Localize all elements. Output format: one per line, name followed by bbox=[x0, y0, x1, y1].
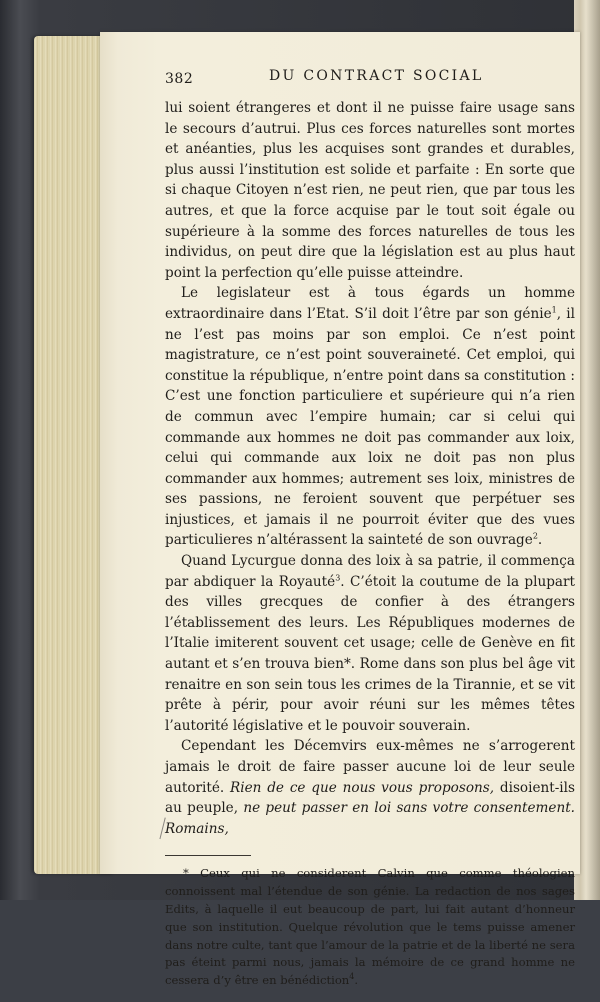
footnote-reference: 4 bbox=[349, 972, 355, 982]
footnote-reference: 1 bbox=[551, 305, 557, 315]
text-run: Le legislateur est à tous égards un homme extraordinaire dans l’Etat. S’il doit l’être par son génie bbox=[165, 285, 575, 322]
paragraph bbox=[165, 551, 575, 736]
text-run: . C’étoit la coutume de la plupart des villes grecques de confier à des étrangers l’établissement des leurs. Les Républiques modernes de l’Italie imiterent souvent cet usage; celle de Genève en fit autant et s’en trouva bien*. Rome dans son plus bel âge vit renaitre en son sein tous les crimes de la Tirannie, et se vit prête à périr, pour avoir réuni sur les mêmes têtes l’autorité législative et le pouvoir souverain. bbox=[165, 573, 575, 734]
footnote-reference: 2 bbox=[532, 531, 538, 541]
paragraph bbox=[165, 283, 575, 551]
footnote bbox=[165, 865, 575, 990]
italic-quote: ne peut passer en loi sans votre consentement. Romains, bbox=[165, 800, 575, 837]
page-content bbox=[165, 68, 575, 1002]
paragraph bbox=[165, 736, 575, 839]
italic-quote: Rien de ce que nous vous proposons, bbox=[230, 779, 495, 796]
text-run: Quand Lycurgue donna des loix à sa patrie, il commença par abdiquer la Royauté bbox=[165, 553, 575, 590]
body-text bbox=[165, 98, 575, 839]
text-run: Cependant les Décemvirs eux-mêmes ne s’arrogerent jamais le droit de faire passer aucune loi de leur seule autorité. bbox=[165, 738, 575, 796]
footnote-reference: 3 bbox=[335, 573, 341, 583]
text-run: . bbox=[537, 532, 543, 549]
running-title: DU CONTRACT SOCIAL bbox=[269, 68, 484, 84]
book-page bbox=[100, 32, 580, 988]
running-head bbox=[165, 68, 575, 90]
text-run: lui soient étrangeres et dont il ne puisse faire usage sans le secours d’autrui. Plus ces forces naturelles sont mortes et anéanties, plus les acquises sont grandes et durables, plus aussi l’institution est solide et parfaite : En sorte que si chaque Citoyen n’est rien, ne peut rien, que par tous les autres, et que la force acquise par le tout soit égale ou supérieure à la somme des forces naturelles de tous les individus, on peut dire que la législation est au plus haut point la perfection qu’elle puisse atteindre. bbox=[165, 100, 575, 281]
paragraph bbox=[165, 98, 575, 283]
text-run: disoient-ils au peuple, bbox=[165, 779, 575, 817]
text-run: , il ne l’est pas moins par son emploi. Ce n’est point magistrature, ce n’est point souveraineté. Cet emploi, qui constitue la république, n’entre point dans sa constitution : C’est une fonction particuliere et supérieure qui n’a rien de commun avec l’empire humain; car si celui qui commande aux hommes ne doit pas commander aux loix, celui qui commande aux loix ne doit pas non plus commander aux hommes; autrement ses loix, ministres de ses passions, ne feroient souvent que perpétuer ses injustices, et jamais il ne pourroit éviter que des vues particulieres n’altérassent la sainteté de son ouvrage bbox=[165, 305, 575, 549]
page-number: 382 bbox=[165, 71, 194, 87]
footnote-rule bbox=[165, 855, 251, 856]
text-run: . bbox=[354, 973, 359, 988]
text-run: * Ceux qui ne considerent Calvin que comme théologien connoissent mal l’étendue de son génie. La redaction de nos sages Edits, à laquelle il eut beaucoup de part, lui fait autant d’honneur que son institution. Quelque révolution que le tems puisse amener dans notre culte, tant que l’amour de la patrie et de la liberté ne sera pas éteint parmi nous, jamais la mémoire de ce grand homme ne cessera d’y être en bénédiction bbox=[165, 866, 575, 988]
